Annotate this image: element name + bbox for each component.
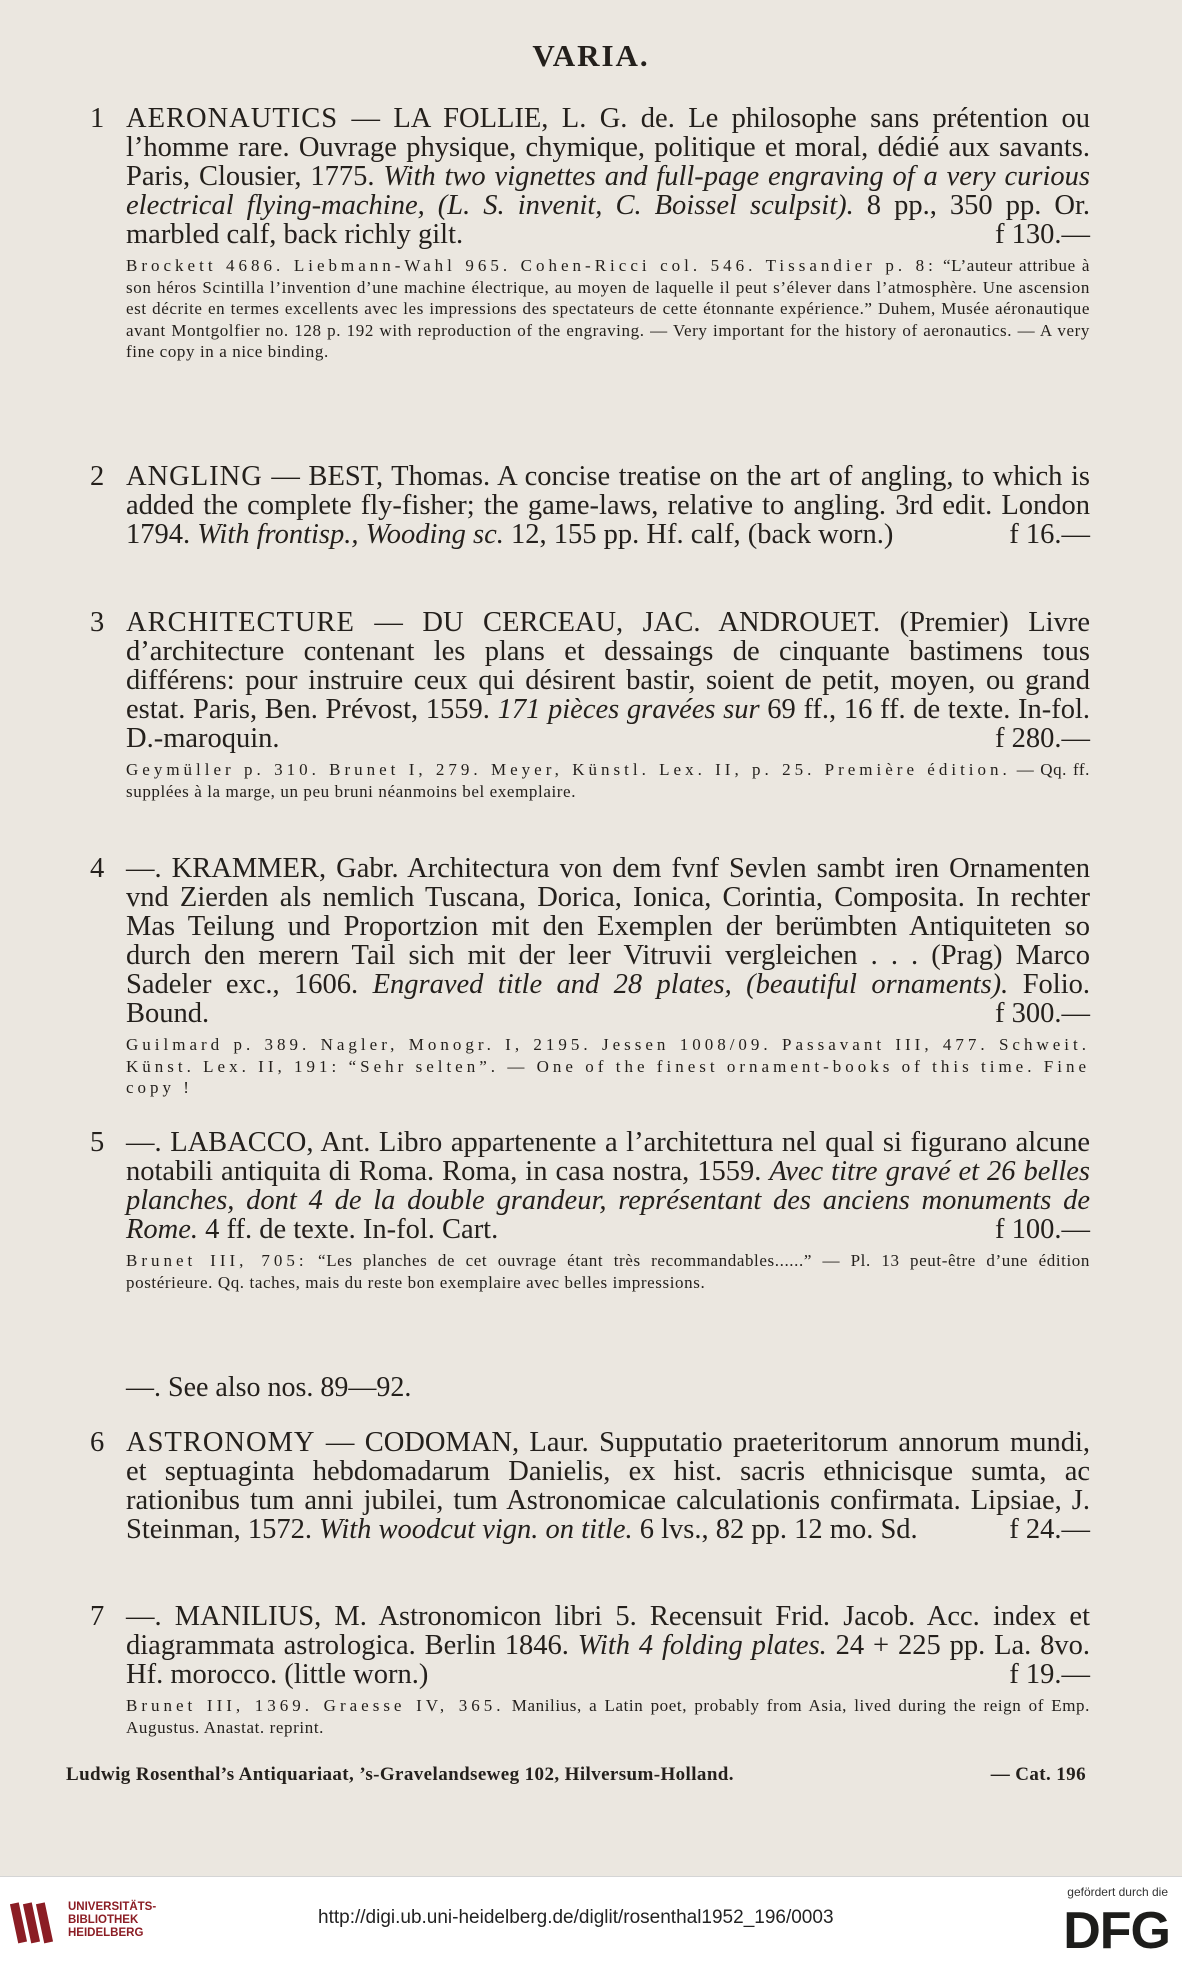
entry-price: f 100.— <box>995 1214 1090 1245</box>
entry-number: 6 <box>90 1427 105 1458</box>
entry-note-refs: Guilmard p. 389. Nagler, Monogr. I, 2195. Jessen 1008/09. Passavant III, 477. Schweit. Künst. Lex. II, 191: “Sehr selten”. — One of the finest ornament-books of this time. Fine copy ! <box>126 1035 1090 1097</box>
entry-note <box>126 1250 1090 1293</box>
viewer-bottom-bar <box>0 1876 1182 1965</box>
entry-text: —. MANILIUS, M. Astronomicon libri 5. Recensuit Frid. Jacob. Acc. index et diagrammata astrologica. Berlin 1846. <box>126 1601 1090 1661</box>
entry-note <box>126 1695 1090 1738</box>
entry-text: —. KRAMMER, Gabr. Architectura von dem fvnf Sevlen sambt iren Ornamenten vnd Zierden als nemlich Tuscana, Dorica, Ionica, Corintia, Composita. In rechter Mas Teilung und Proportzion mit den Exemplen der berümbten Antiquiteten so durch den merern Tail sich mit der leer Vitruvii vergleichen . . . (Prag) Marco Sadeler exc., 1606. <box>126 853 1090 1000</box>
footer-publisher: Ludwig Rosenthal’s Antiquariaat, ’s-Gravelandseweg 102, Hilversum-Holland. <box>66 1764 734 1785</box>
entry-text: — CODOMAN, Laur. Supputatio praeteritorum annorum mundi, et septuaginta hebdomadarum Danielis, ex hist. sacris ethnicisque sumta, ac rationibus tum anni jubilei, tum Astronomicae calculationis confirmata. Lipsiae, J. Steinman, 1572. <box>126 1427 1090 1545</box>
entry-tail: 12, 155 pp. Hf. calf, (back worn.) <box>503 519 894 550</box>
entry-note-text: “Les planches de cet ouvrage étant très recommandables......” — Pl. 13 peut-être d’une édition postérieure. Qq. taches, mais du reste bon exemplaire avec belles impressions. <box>126 1251 1090 1292</box>
catalog-entry-6 <box>90 1428 1090 1544</box>
entry-note <box>126 255 1090 363</box>
entry-number: 4 <box>90 853 105 884</box>
entry-number: 2 <box>90 461 105 492</box>
entry-tail: Folio. Bound. <box>126 969 1091 1029</box>
footer-catalog: — Cat. 196 <box>990 1764 1086 1785</box>
catalog-entry-3 <box>90 608 1090 802</box>
catalog-entry-1 <box>90 104 1090 363</box>
entry-number: 7 <box>90 1601 105 1632</box>
entry-number: 3 <box>90 607 105 638</box>
entry-price: f 24.— <box>1009 1514 1090 1545</box>
entry-note-text: Manilius, a Latin poet, probably from Asia, lived during the reign of Emp. Augustus. Anastat. reprint. <box>126 1696 1090 1737</box>
entry-note <box>126 759 1090 802</box>
entry-text: —. LABACCO, Ant. Libro appartenente a l’architettura nel qual si figurano alcune notabili antiquita di Roma. Roma, in casa nostra, 1559. <box>126 1127 1090 1187</box>
entry-note-text: “L’auteur attribue à son héros Scintilla l’invention d’une machine électrique, au moyen de laquelle il peut s’élever dans l’atmosphère. Une ascension est décrite en termes excellents avec les impressions des spectateurs de cette étonnante expérience.” Duhem, Musée aéronautique avant Montgolfier no. 128 p. 192 with reproduction of the engraving. — Very important for the history of aeronautics. — A very fine copy in a nice binding. <box>126 256 1090 361</box>
document-url-link[interactable]: http://digi.ub.uni-heidelberg.de/diglit/rosenthal1952_196/0003 <box>318 1907 834 1928</box>
entry-category: ANGLING <box>126 461 263 492</box>
entry-italic: Avec titre gravé et 26 belles planches, dont 4 de la double grandeur, représentant des anciens monuments de Rome. <box>126 1156 1090 1245</box>
page-footer <box>66 1764 1086 1786</box>
entry-price: f 280.— <box>995 723 1090 754</box>
page-title: VARIA. <box>532 38 650 73</box>
entry-text: — DU CERCEAU, JAC. ANDROUET. (Premier) Livre d’architecture contenant les plans et dessaings de cinquante bastimens tous différens: pour instruire ceux qui désirent bastir, soient de petit, moyen, ou grand estat. Paris, Ben. Prévost, 1559. <box>126 607 1090 725</box>
entry-italic: With two vignettes and full-page engraving of a very curious electrical flying-machine, (L. S. invenit, C. Boissel sculpsit). <box>126 161 1091 221</box>
entry-category: ARCHITECTURE <box>126 607 355 638</box>
university-library-logo-icon[interactable] <box>10 1897 62 1949</box>
dfg-logo[interactable]: DFG <box>1063 1902 1170 1960</box>
entry-text: — LA FOLLIE, L. G. de. Le philosophe sans prétention ou l’homme rare. Ouvrage physique, chymique, politique et moral, dédié aux savants. Paris, Clousier, 1775. <box>126 103 1090 192</box>
entry-italic: Engraved title and 28 plates, (beautiful ornaments). <box>372 969 1009 1000</box>
entry-tail: 8 pp., 350 pp. Or. marbled calf, back richly gilt. <box>126 190 1090 250</box>
library-line-2: BIBLIOTHEK <box>68 1914 139 1926</box>
library-line-1: UNIVERSITÄTS- <box>68 1901 157 1913</box>
catalog-entry-5 <box>90 1128 1090 1293</box>
catalog-entry-7 <box>90 1602 1090 1738</box>
entry-text: — BEST, Thomas. A concise treatise on the art of angling, to which is added the complete fly-fisher; the game-laws, relative to angling. 3rd edit. London 1794. <box>126 461 1090 550</box>
catalog-entry-4 <box>90 854 1090 1099</box>
entry-italic: With 4 folding plates. <box>577 1630 827 1661</box>
entry-note-refs: Brunet III, 1369. Graesse IV, 365. <box>126 1696 505 1715</box>
entry-note-refs: Geymüller p. 310. Brunet I, 279. Meyer, Künstl. Lex. II, p. 25. Première édition. <box>126 760 1011 779</box>
funded-by-label: gefördert durch die <box>1067 1885 1168 1899</box>
entry-note-text: — Qq. ff. supplées à la marge, un peu bruni néanmoins bel exemplaire. <box>126 760 1091 801</box>
entry-italic: 171 pièces gravées sur <box>497 694 760 725</box>
catalog-entry-2 <box>90 462 1090 549</box>
university-library-name[interactable] <box>68 1901 156 1940</box>
entry-tail: 69 ff., 16 ff. de texte. In-fol. D.-maroquin. <box>126 694 1090 754</box>
entry-tail: 24 + 225 pp. La. 8vo. Hf. morocco. (little worn.) <box>126 1630 1090 1690</box>
see-also-line: —. See also nos. 89—92. <box>126 1372 412 1403</box>
library-line-3: HEIDELBERG <box>68 1927 144 1939</box>
entry-italic: With woodcut vign. on title. <box>319 1514 633 1545</box>
entry-price: f 300.— <box>995 998 1090 1029</box>
entry-tail: 6 lvs., 82 pp. 12 mo. Sd. <box>632 1514 918 1545</box>
entry-italic: With frontisp., Wooding sc. <box>197 519 504 550</box>
entry-note <box>126 1034 1090 1099</box>
entry-number: 5 <box>90 1127 105 1158</box>
entry-note-refs: Brockett 4686. Liebmann-Wahl 965. Cohen-Ricci col. 546. Tissandier p. 8: <box>126 256 937 275</box>
entry-category: ASTRONOMY <box>126 1427 316 1458</box>
entry-number: 1 <box>90 103 105 134</box>
entry-price: f 16.— <box>1009 519 1090 550</box>
entry-note-refs: Brunet III, 705: <box>126 1251 308 1270</box>
entry-category: AERONAUTICS <box>126 103 339 134</box>
entry-price: f 19.— <box>1009 1659 1090 1690</box>
entry-price: f 130.— <box>995 219 1090 250</box>
entry-tail: 4 ff. de texte. In-fol. Cart. <box>198 1214 499 1245</box>
